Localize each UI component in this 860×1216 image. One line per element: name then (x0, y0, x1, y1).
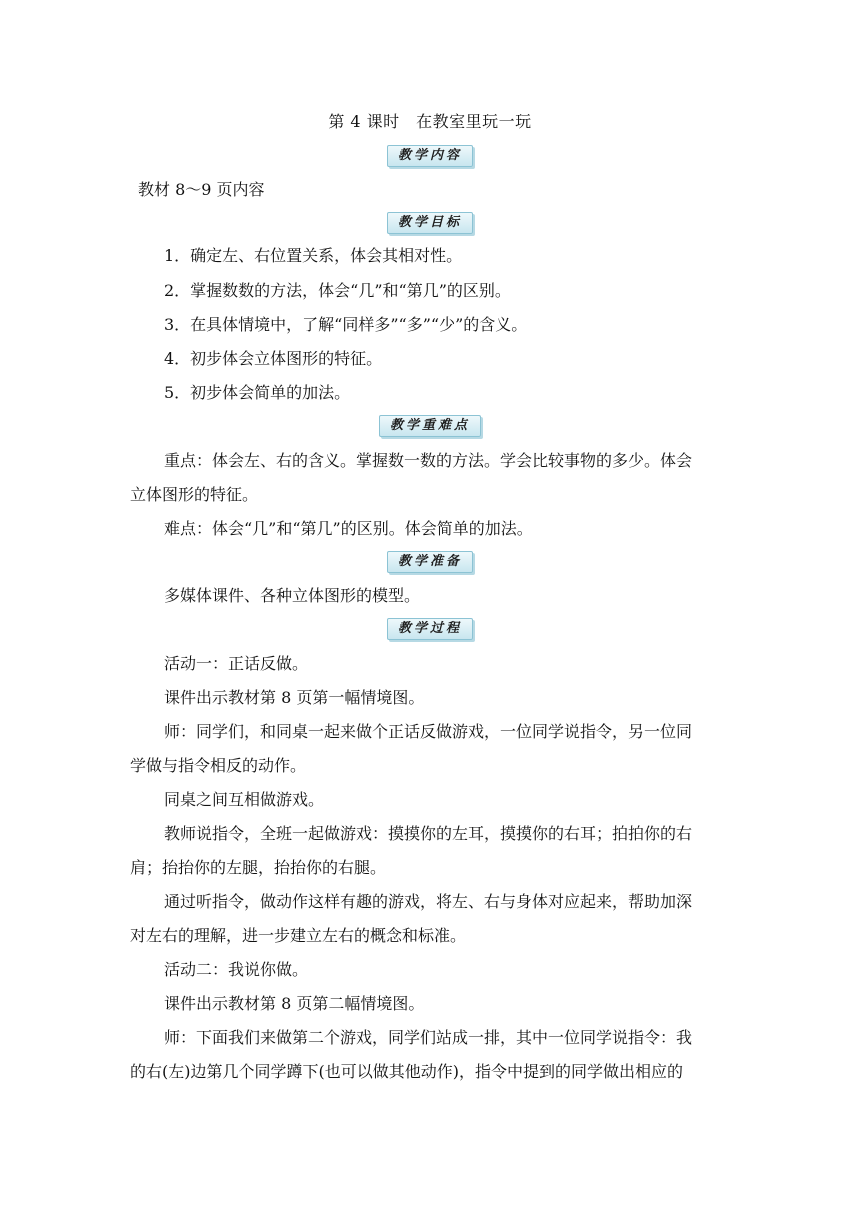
process-line-4: 学做与指令相反的动作。 (130, 756, 307, 775)
process-line-3: 师：同学们，和同桌一起来做个正话反做游戏，一位同学说指令，另一位同 (164, 722, 693, 741)
difficulty-line: 难点：体会“几”和“第几”的区别。体会简单的加法。 (164, 519, 533, 538)
process-line-13: 的右(左)边第几个同学蹲下(也可以做其他动作)，指令中提到的同学做出相应的 (130, 1062, 683, 1081)
process-line-2: 课件出示教材第 8 页第一幅情境图。 (164, 688, 425, 707)
key-point-line-1: 重点：体会左、右的含义。掌握数一数的方法。学会比较事物的多少。体会 (164, 451, 693, 470)
keypoints-section-header (0, 415, 860, 437)
objective-item-2: 2．掌握数数的方法，体会“几”和“第几”的区别。 (164, 281, 511, 300)
keypoints-badge: 教学重难点 (379, 415, 481, 437)
objective-item-4: 4．初步体会立体图形的特征。 (164, 349, 383, 368)
process-line-5: 同桌之间互相做游戏。 (164, 790, 325, 809)
preparation-section-header (0, 551, 860, 573)
process-section-header (0, 618, 860, 640)
process-line-11: 课件出示教材第 8 页第二幅情境图。 (164, 994, 425, 1013)
content-section-header (0, 145, 860, 167)
process-line-9: 对左右的理解，进一步建立左右的概念和标准。 (130, 926, 467, 945)
process-line-10: 活动二：我说你做。 (164, 960, 309, 979)
content-badge: 教学内容 (387, 145, 473, 167)
process-line-12: 师：下面我们来做第二个游戏，同学们站成一排，其中一位同学说指令：我 (164, 1028, 693, 1047)
process-line-1: 活动一：正话反做。 (164, 654, 309, 673)
objective-item-5: 5．初步体会简单的加法。 (164, 383, 351, 402)
content-text: 教材 8～9 页内容 (138, 180, 265, 199)
process-line-7: 肩；抬抬你的左腿，抬抬你的右腿。 (130, 858, 387, 877)
lesson-title: 第 4 课时 在教室里玩一玩 (328, 112, 532, 131)
objective-item-1: 1．确定左、右位置关系，体会其相对性。 (164, 246, 463, 265)
objectives-badge: 教学目标 (387, 212, 473, 234)
preparation-text: 多媒体课件、各种立体图形的模型。 (164, 586, 421, 605)
process-line-6: 教师说指令，全班一起做游戏：摸摸你的左耳，摸摸你的右耳；拍拍你的右 (164, 824, 693, 843)
preparation-badge: 教学准备 (387, 551, 473, 573)
process-badge: 教学过程 (387, 618, 473, 640)
process-line-8: 通过听指令，做动作这样有趣的游戏，将左、右与身体对应起来，帮助加深 (164, 892, 693, 911)
key-point-line-2: 立体图形的特征。 (130, 485, 259, 504)
objectives-section-header (0, 212, 860, 234)
objective-item-3: 3．在具体情境中，了解“同样多”“多”“少”的含义。 (164, 315, 528, 334)
